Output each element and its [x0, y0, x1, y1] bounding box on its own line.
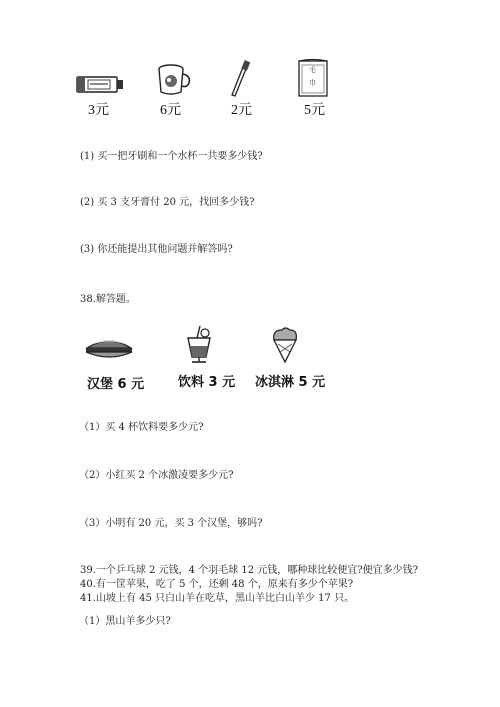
price-cup: 6元 — [160, 103, 181, 118]
towel-label-2: 巾 — [309, 79, 316, 87]
toothpaste-icon — [76, 74, 126, 96]
price-hamburger: 汉堡 6 元 — [87, 377, 145, 392]
cup-icon — [156, 64, 192, 96]
price-ice-cream: 冰淇淋 5 元 — [255, 375, 326, 390]
problem38-q1: （1）买 4 杯饮料要多少元? — [79, 422, 204, 433]
problem41: 41.山坡上有 45 只白山羊在吃草，黑山羊比白山羊少 17 只。 — [80, 593, 355, 604]
price-towel: 5元 — [304, 103, 325, 118]
hamburger-icon — [84, 336, 134, 362]
problem41-q1: （1）黑山羊多少只? — [79, 616, 171, 627]
problem38-title: 38.解答题。 — [80, 294, 136, 305]
problem38-q2: （2）小红买 2 个冰激凌要多少元? — [79, 470, 234, 481]
problem38-q3: （3）小明有 20 元，买 3 个汉堡，够吗? — [79, 518, 263, 529]
ice-cream-icon — [270, 326, 300, 364]
toothbrush-icon — [228, 60, 252, 98]
drink-icon — [184, 324, 214, 364]
problem39: 39.一个乒乓球 2 元钱，4 个羽毛球 12 元钱，哪种球比较便宜?便宜多少钱? — [80, 565, 418, 576]
price-drink: 饮料 3 元 — [178, 375, 236, 390]
problem40: 40.有一筐苹果，吃了 5 个，还剩 48 个，原来有多少个苹果? — [80, 579, 354, 590]
price-toothpaste: 3元 — [88, 103, 109, 118]
towel-label-1: 毛 — [309, 66, 316, 74]
section1-q3: (3) 你还能提出其他问题并解答吗? — [80, 244, 233, 255]
section1-q2: (2) 买 3 支牙膏付 20 元，找回多少钱? — [80, 197, 255, 208]
price-toothbrush: 2元 — [231, 103, 252, 118]
section1-q1: (1) 买一把牙刷和一个水杯一共要多少钱? — [80, 151, 263, 162]
